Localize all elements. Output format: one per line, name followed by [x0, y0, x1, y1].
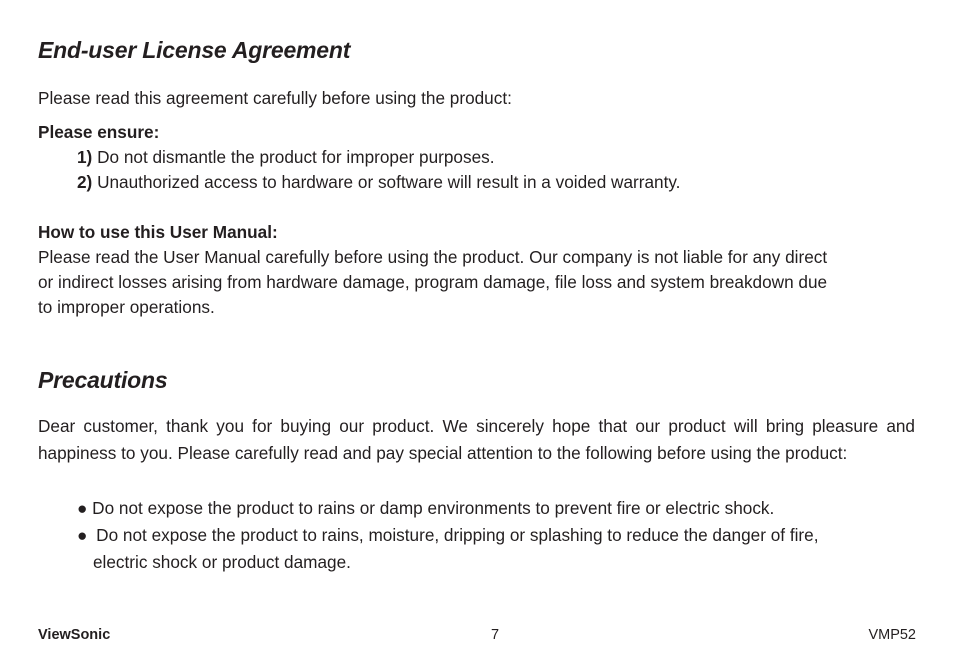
eula-intro: Please read this agreement carefully before using the product:: [38, 88, 512, 108]
precautions-title: Precautions: [38, 367, 168, 393]
manual-line-3: to improper operations.: [38, 297, 215, 317]
eula-title: End-user License Agreement: [38, 37, 351, 63]
ensure-item-1: [77, 145, 495, 170]
bullet-icon: ●: [77, 525, 88, 545]
precaution-bullet-2-text: Do not expose the product to rains, moisture, dripping or splashing to reduce the danger of fire,: [96, 525, 819, 545]
precaution-bullet-1-text: Do not expose the product to rains or damp environments to prevent fire or electric shock.: [92, 498, 775, 518]
ensure-heading: Please ensure:: [38, 122, 160, 142]
footer-model: VMP52: [868, 627, 916, 643]
manual-line-1: Please read the User Manual carefully before using the product. Our company is not liable for any direct: [38, 247, 828, 267]
ensure-item-2-number: 2): [77, 172, 93, 192]
bullet-icon: ●: [77, 498, 88, 518]
ensure-item-1-number: 1): [77, 147, 93, 167]
footer-brand: ViewSonic: [38, 627, 111, 643]
precaution-bullet-1: [77, 496, 774, 521]
manual-line-2: or indirect losses arising from hardware damage, program damage, file loss and system breakdown due: [38, 272, 828, 292]
precaution-bullet-2: [77, 523, 818, 548]
precaution-bullet-2-continued: electric shock or product damage.: [93, 552, 351, 572]
ensure-item-1-text: Do not dismantle the product for improper purposes.: [97, 147, 495, 167]
ensure-item-2-text: Unauthorized access to hardware or software will result in a voided warranty.: [97, 172, 681, 192]
page-number: 7: [491, 627, 500, 643]
ensure-item-2: [77, 170, 680, 195]
precautions-intro: Dear customer, thank you for buying our product. We sincerely hope that our product will bring pleasure and happiness to you. Please carefully read and pay special attention to the following before using the product:: [38, 416, 915, 463]
manual-heading: How to use this User Manual:: [38, 222, 278, 242]
